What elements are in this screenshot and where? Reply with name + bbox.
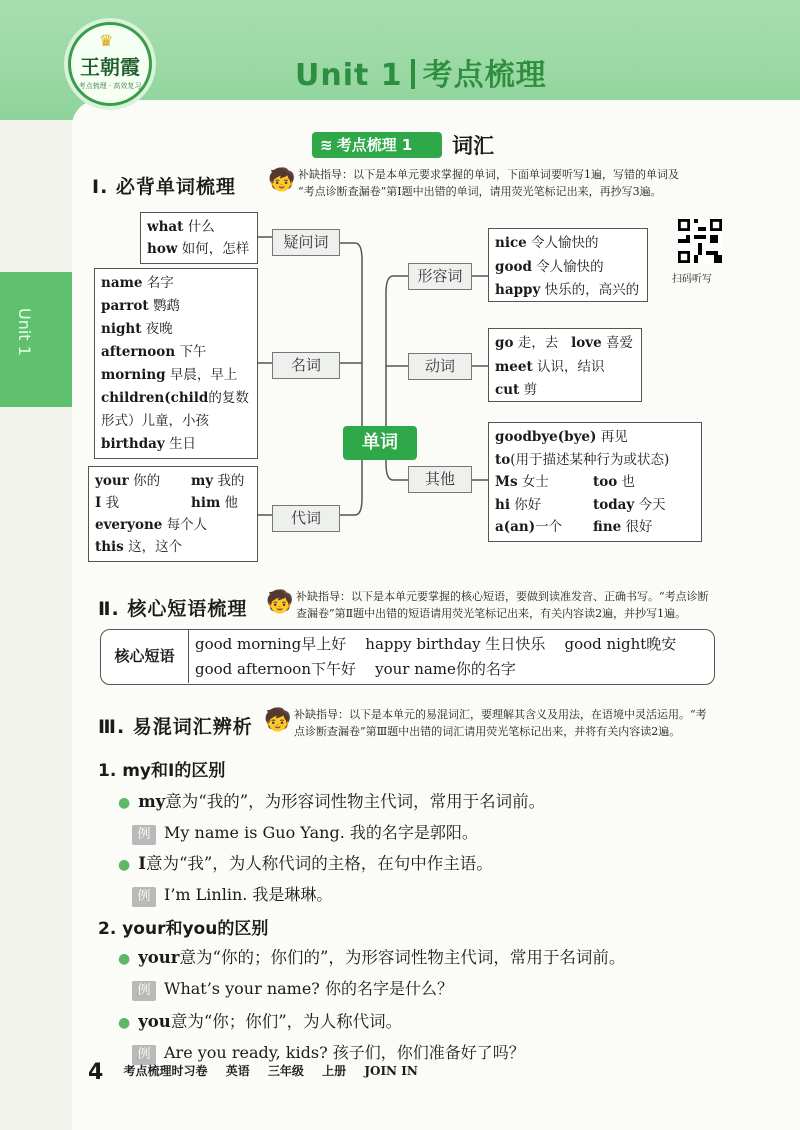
comparison-point: ● my意为“我的”，为形容词性物主代词，常用于名词前。	[118, 792, 546, 811]
part3-tip-line2: 点诊断查漏卷”第Ⅲ题中出错的词汇请用荧光笔标记出来，并将有关内容读2遍。	[294, 725, 681, 738]
qr-code[interactable]	[678, 218, 722, 264]
vocab-item: cut 剪	[495, 382, 538, 398]
others-box	[488, 422, 702, 542]
part1-tip-line1: 补缺指导：以下是本单元要求掌握的单词，下面单词要听写1遍，写错的单词及	[298, 168, 679, 181]
example-tag: 例	[132, 1045, 156, 1065]
logo-subtext: 考点梳理 · 高效复习	[78, 82, 142, 90]
vocab-item: this 这，这个	[95, 539, 183, 555]
mind-map-core-words: 单词	[343, 426, 417, 460]
comparison-point: ● your意为“你的；你们的”，为形容词性物主代词，常用于名词前。	[118, 948, 626, 967]
vocab-item: I 我	[95, 495, 120, 511]
comparison-point: ● I意为“我”，为人称代词的主格，在句中作主语。	[118, 854, 493, 873]
category-pronouns: 代词	[272, 505, 340, 532]
section-title: 词汇	[452, 134, 494, 158]
vocab-item: birthday 生日	[101, 436, 197, 452]
example-sentence: 例 Are you ready, kids? 孩子们，你们准备好了吗？	[132, 1040, 525, 1065]
student-avatar-icon: 🧒	[264, 708, 292, 733]
category-nouns: 名词	[272, 352, 340, 379]
phrase-item: good morning早上好	[195, 635, 347, 653]
phrase-item: happy birthday 生日快乐	[365, 635, 546, 653]
comparison-point: ● you意为“你；你们”，为人称代词。	[118, 1012, 403, 1031]
bullet-icon: ●	[118, 951, 131, 967]
part2-tip	[296, 588, 709, 622]
category-verbs: 动词	[408, 353, 472, 380]
core-phrases-label: 核心短语	[101, 630, 189, 683]
vocab-item: meet 认识，结识	[495, 358, 605, 375]
student-avatar-icon: 🧒	[268, 168, 296, 193]
category-others: 其他	[408, 466, 472, 493]
bullet-icon: ●	[118, 857, 131, 873]
footer-edition: JOIN IN	[364, 1064, 418, 1078]
bullet-icon: ●	[118, 795, 131, 811]
vocab-item: Ms 女士	[495, 474, 549, 490]
vocab-item: nice 令人愉快的	[495, 235, 599, 251]
vocab-item: too 也	[593, 474, 636, 490]
phrase-item: your name你的名字	[375, 660, 516, 678]
crown-icon: ♛	[99, 31, 114, 50]
part2-heading: Ⅱ. 核心短语梳理	[98, 594, 247, 621]
comparison-title-2: 2. your和you的区别	[98, 919, 269, 939]
vocab-item: name 名字	[101, 275, 174, 291]
vocab-item: a(an)一个	[495, 519, 563, 535]
part3-tip	[294, 706, 707, 740]
example-tag: 例	[132, 825, 156, 845]
wave-icon: ≋	[320, 136, 333, 154]
unit-title-text: 考点梳理	[422, 58, 547, 93]
core-phrases-box	[100, 629, 715, 685]
vocab-item: to(用于描述某种行为或状态)	[495, 451, 670, 468]
nouns-box	[94, 268, 258, 459]
verbs-box	[488, 328, 642, 402]
logo-text: 王朝霞	[80, 55, 140, 79]
part1-tip-line2: “考点诊断查漏卷”第Ⅰ题中出错的单词，请用荧光笔标记出来，再抄写3遍。	[298, 185, 662, 198]
phrase-row-2	[195, 658, 516, 679]
pronouns-box	[88, 466, 258, 562]
example-tag: 例	[132, 981, 156, 1001]
vocab-item: hi 你好	[495, 496, 542, 513]
unit-number: Unit 1	[295, 58, 403, 93]
example-sentence: 例 My name is Guo Yang. 我的名字是郭阳。	[132, 820, 478, 845]
vocab-item: what 什么	[147, 219, 215, 235]
part3-tip-line1: 补缺指导：以下是本单元的易混词汇，要理解其含义及用法，在语境中灵活运用。“考	[294, 708, 707, 721]
phrase-item: good afternoon下午好	[195, 660, 357, 678]
footer-book: 考点梳理时习卷	[123, 1064, 208, 1078]
vocab-item: afternoon 下午	[101, 344, 207, 360]
qr-code-icon	[678, 218, 722, 264]
qr-code-label: 扫码听写	[672, 274, 712, 285]
student-avatar-icon: 🧒	[266, 590, 294, 615]
vocab-item: my 我的	[191, 473, 245, 489]
adjectives-box	[488, 228, 648, 302]
vocab-item: him 他	[191, 495, 239, 511]
vocab-item: good 令人愉快的	[495, 258, 604, 275]
phrase-item: good night晚安	[564, 635, 677, 653]
section-badge-label: 考点梳理 1	[336, 136, 413, 154]
footer-term: 上册	[322, 1064, 347, 1078]
part3-heading: Ⅲ. 易混词汇辨析	[98, 712, 253, 739]
part2-tip-line1: 补缺指导：以下是本单元要掌握的核心短语，要做到读准发音、正确书写。“考点诊断	[296, 590, 709, 603]
example-tag: 例	[132, 887, 156, 907]
vocab-item: everyone 每个人	[95, 517, 208, 533]
category-adjectives: 形容词	[408, 263, 472, 290]
vocab-item: goodbye(bye) 再见	[495, 429, 628, 445]
vocab-item: 形式）儿童，小孩	[101, 413, 209, 429]
vocab-item: today 今天	[593, 496, 666, 513]
footer-subject: 英语	[225, 1064, 250, 1078]
example-sentence: 例 What’s your name? 你的名字是什么？	[132, 976, 453, 1001]
example-sentence: 例 I’m Linlin. 我是琳琳。	[132, 882, 332, 907]
part1-heading: Ⅰ. 必背单词梳理	[92, 172, 236, 199]
vocab-item: go 走，去 love 喜爱	[495, 335, 633, 351]
part2-tip-line2: 查漏卷”第Ⅱ题中出错的短语请用荧光笔标记出来，有关内容读2遍，并抄写1遍。	[296, 607, 687, 620]
bullet-icon: ●	[118, 1015, 131, 1031]
comparison-title-1: 1. my和I的区别	[98, 761, 226, 781]
question-words-box	[140, 212, 258, 264]
vocab-item: fine 很好	[593, 519, 653, 535]
vocab-item: parrot 鹦鹉	[101, 298, 180, 314]
phrase-row-1	[195, 633, 676, 654]
page-footer	[88, 1060, 432, 1085]
side-tab-label: Unit 1	[15, 308, 34, 356]
vocab-item: children(child的复数	[101, 390, 249, 406]
page-number: 4	[88, 1060, 104, 1085]
category-question-words: 疑问词	[272, 229, 340, 256]
vocab-item: happy 快乐的，高兴的	[495, 282, 640, 298]
vocab-item: night 夜晚	[101, 321, 173, 337]
vocab-item: how 如何，怎样	[147, 240, 250, 257]
vocab-item: morning 早晨，早上	[101, 367, 238, 383]
footer-grade: 三年级	[267, 1064, 304, 1078]
vocab-item: your 你的	[95, 473, 161, 489]
